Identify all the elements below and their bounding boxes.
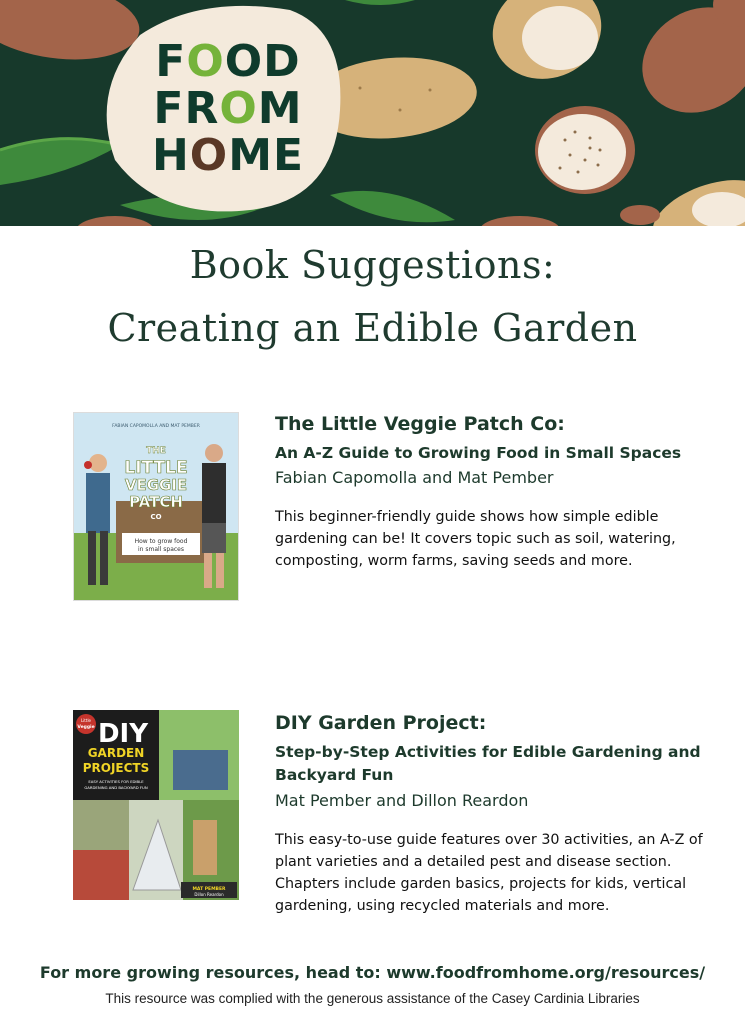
logo-letter: F bbox=[155, 36, 187, 87]
book-cover-diy-garden-projects bbox=[73, 710, 239, 900]
logo-letter: O bbox=[186, 36, 225, 87]
cover-title-3: PROJECTS bbox=[82, 761, 150, 775]
book-cover-art bbox=[73, 710, 239, 900]
cover-author-1: MAT PEMBER bbox=[192, 887, 226, 892]
book-2-subtitle: Step-by-Step Activities for Edible Gardening and Backyard Fun bbox=[275, 743, 701, 784]
logo-letter: O bbox=[224, 36, 264, 87]
cover-title-4: PATCH bbox=[129, 493, 183, 511]
cover-badge-1: Little bbox=[80, 718, 92, 723]
cover-badge-2: Veggie bbox=[77, 725, 95, 730]
page-title-line1: Book Suggestions: bbox=[189, 243, 556, 287]
resources-link-text: For more growing resources, head to: www.foodfromhome.org/resources/ bbox=[39, 963, 706, 982]
logo-line-food bbox=[128, 38, 328, 85]
cover-title-1: THE bbox=[146, 446, 166, 456]
cover-author-2: Dillon Reardon bbox=[194, 892, 224, 897]
cover-title-5: CO bbox=[150, 513, 162, 521]
book-1-description: This beginner-friendly guide shows how simple edible gardening can be! It covers topic such as soil, watering, composting, worm farms, saving seeds and more. bbox=[275, 509, 676, 569]
logo-letter: H bbox=[151, 130, 190, 181]
logo-letter: O bbox=[189, 130, 229, 181]
cover-title-1: DIY bbox=[97, 719, 149, 749]
logo-letter: M bbox=[257, 83, 303, 134]
book-cover-little-veggie-patch bbox=[73, 412, 239, 601]
book-cover-art bbox=[74, 413, 238, 600]
credit-text: This resource was complied with the generous assistance of the Casey Cardinia Libraries bbox=[105, 991, 640, 1006]
book-2-description: This easy-to-use guide features over 30 activities, an A-Z of plant varieties and a detailed pest and disease section. Chapters include garden basics, projects for kids, vertical gardening, using recycled materials and more. bbox=[275, 832, 703, 914]
book-2-title: DIY Garden Project: bbox=[275, 712, 487, 734]
book-2-authors: Mat Pember and Dillon Reardon bbox=[275, 791, 529, 810]
cover-authors: FABIAN CAPOMOLLA AND MAT PEMBER bbox=[112, 424, 200, 429]
book-1-authors: Fabian Capomolla and Mat Pember bbox=[275, 468, 554, 487]
page-title-line2: Creating an Edible Garden bbox=[107, 306, 638, 350]
food-from-home-logo bbox=[128, 38, 328, 179]
logo-letter: ME bbox=[228, 130, 305, 181]
vegetable-illustration bbox=[0, 0, 745, 226]
logo-letter: FR bbox=[153, 83, 220, 134]
cover-tagline-2: GARDENING AND BACKYARD FUN bbox=[84, 785, 148, 790]
cover-title-2: GARDEN bbox=[87, 746, 145, 760]
cover-tagline-1: EASY ACTIVITIES FOR EDIBLE bbox=[88, 779, 144, 784]
cover-title-3: VEGGIE bbox=[124, 476, 188, 494]
logo-letter: O bbox=[219, 83, 258, 134]
logo-letter: D bbox=[263, 36, 301, 87]
cover-tagline-1: How to grow food bbox=[134, 538, 188, 545]
logo-line-from bbox=[128, 85, 328, 132]
cover-title-2: LITTLE bbox=[124, 458, 188, 478]
book-1-title: The Little Veggie Patch Co: bbox=[275, 413, 565, 435]
logo-line-home bbox=[128, 132, 328, 179]
book-1-subtitle: An A-Z Guide to Growing Food in Small Spaces bbox=[275, 444, 682, 462]
header-banner bbox=[0, 0, 745, 226]
cover-tagline-2: in small spaces bbox=[138, 546, 184, 553]
